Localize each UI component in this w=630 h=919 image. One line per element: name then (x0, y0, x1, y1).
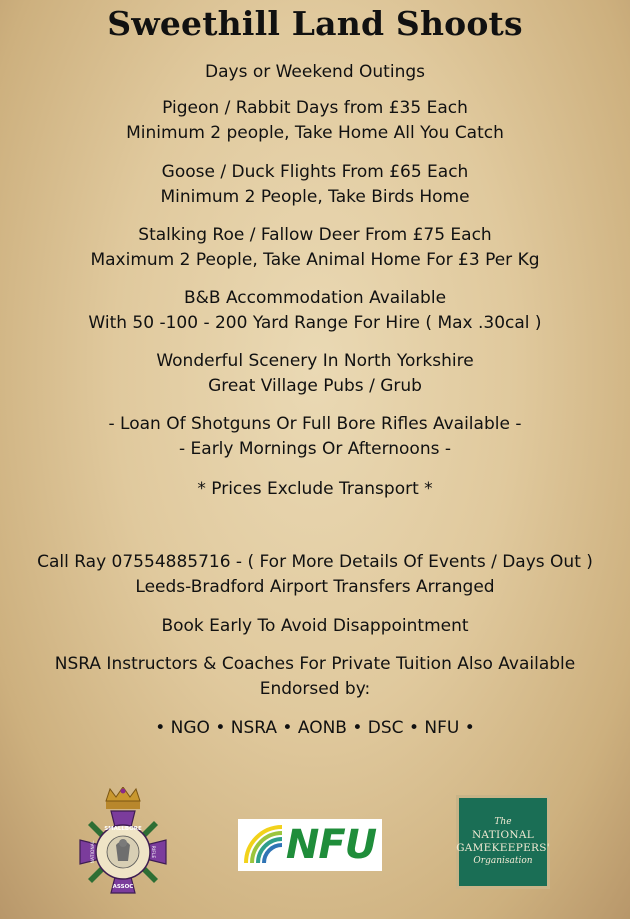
deer-terms-line: Maximum 2 People, Take Animal Home For £3 Per Kg (90, 250, 540, 270)
range-line: With 50 -100 - 200 Yard Range For Hire ( Max .30cal ) (88, 313, 542, 333)
nsra-left-text: NATIONAL (91, 840, 96, 864)
ngo-logo (456, 795, 550, 889)
contact-block (0, 550, 630, 600)
nsra-tuition-line: NSRA Instructors & Coaches For Private Tuition Also Available (54, 654, 576, 674)
scenery-line: Wonderful Scenery In North Yorkshire (156, 351, 474, 371)
bb-line: B&B Accommodation Available (183, 288, 447, 308)
deer-price-line: Stalking Roe / Fallow Deer From £75 Each (138, 225, 492, 245)
goose-price-line: Goose / Duck Flights From £65 Each (161, 162, 469, 182)
nfu-rainbow-icon (244, 825, 284, 865)
nsra-top-text: SMALLBORE (104, 826, 142, 832)
transfers-line: Leeds-Bradford Airport Transfers Arranged (135, 577, 495, 597)
prices-block (0, 477, 630, 502)
intro-block (0, 60, 630, 85)
pigeon-block (0, 96, 630, 146)
loan-line: - Loan Of Shotguns Or Full Bore Rifles Available - (108, 414, 522, 434)
pigeon-terms-line: Minimum 2 people, Take Home All You Catch (126, 123, 504, 143)
scenery-block (0, 349, 630, 399)
deer-block (0, 223, 630, 273)
ngo-line-1: The (494, 817, 512, 827)
book-block (0, 614, 630, 639)
book-line: Book Early To Avoid Disappointment (161, 616, 469, 636)
prices-line: * Prices Exclude Transport * (197, 479, 433, 499)
crown-icon (106, 787, 140, 809)
call-line: Call Ray 07554885716 - ( For More Details Of Events / Days Out ) (37, 552, 593, 572)
times-line: - Early Mornings Or Afternoons - (179, 439, 451, 459)
intro-line: Days or Weekend Outings (205, 62, 425, 82)
orgs-line: • NGO • NSRA • AONB • DSC • NFU • (155, 718, 475, 738)
goose-block (0, 160, 630, 210)
bb-block (0, 286, 630, 336)
goose-terms-line: Minimum 2 People, Take Birds Home (160, 187, 470, 207)
nsra-bottom-text: ASSOC (112, 884, 134, 890)
orgs-block (0, 716, 630, 741)
ngo-line-4: Organisation (473, 856, 533, 866)
ngo-line-3: GAMEKEEPERS' (456, 842, 550, 854)
endorsed-label: Endorsed by: (259, 679, 371, 699)
nsra-right-text: RIFLE (150, 845, 155, 859)
poster-title: Sweethill Land Shoots (107, 4, 523, 43)
nfu-logo (238, 819, 382, 871)
pubs-line: Great Village Pubs / Grub (208, 376, 422, 396)
endorse-block (0, 652, 630, 702)
pigeon-price-line: Pigeon / Rabbit Days from £35 Each (162, 98, 468, 118)
loan-block (0, 412, 630, 462)
nsra-crest-icon (78, 787, 168, 905)
nfu-logo-text: NFU (285, 822, 377, 868)
ngo-line-2: NATIONAL (471, 829, 535, 841)
